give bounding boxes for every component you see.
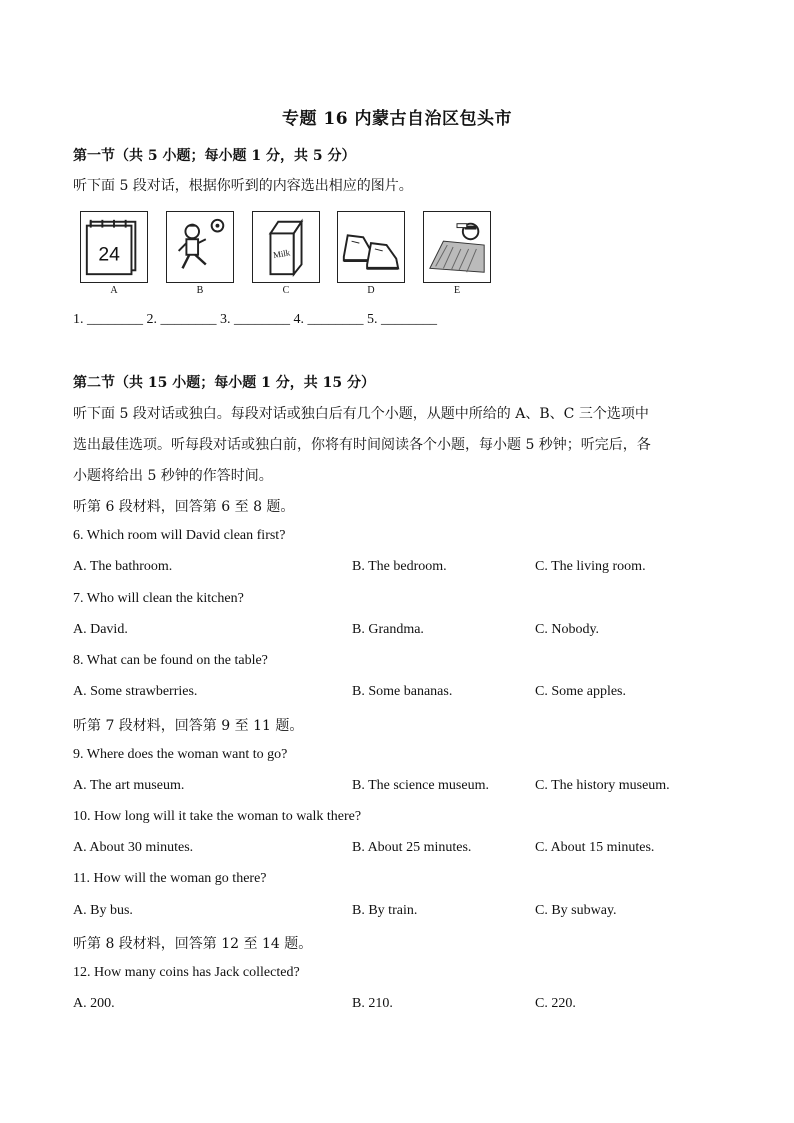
answer-blanks[interactable]: 1. ________ 2. ________ 3. ________ 4. ________ 5. ________	[73, 312, 437, 327]
option-b[interactable]: B. By train.	[352, 903, 418, 918]
milk-carton-icon	[252, 211, 320, 283]
picture-label-e: E	[453, 285, 461, 296]
boy-soccer-icon	[166, 211, 234, 283]
option-b[interactable]: B. Grandma.	[352, 622, 424, 637]
option-c[interactable]: C. Some apples.	[535, 684, 626, 699]
sneakers-icon	[337, 211, 405, 283]
material-heading: 听第 6 段材料，回答第 6 至 8 题。	[73, 499, 295, 515]
option-b[interactable]: B. About 25 minutes.	[352, 840, 472, 855]
option-a[interactable]: A. 200.	[73, 996, 115, 1011]
option-b[interactable]: B. 210.	[352, 996, 393, 1011]
material-heading: 听第 8 段材料，回答第 12 至 14 题。	[73, 936, 313, 952]
svg-text:Milk: Milk	[272, 247, 291, 261]
question-text: 10. How long will it take the woman to walk there?	[73, 809, 362, 824]
picture-label-c: C	[282, 285, 290, 296]
option-a[interactable]: A. About 30 minutes.	[73, 840, 194, 855]
option-b[interactable]: B. The science museum.	[352, 778, 489, 793]
section1-instruction: 听下面 5 段对话，根据你听到的内容选出相应的图片。	[73, 178, 413, 194]
option-a[interactable]: A. The bathroom.	[73, 559, 173, 574]
option-a[interactable]: A. David.	[73, 622, 128, 637]
option-c[interactable]: C. 220.	[535, 996, 576, 1011]
option-c[interactable]: C. About 15 minutes.	[535, 840, 655, 855]
picture-label-d: D	[367, 285, 375, 296]
page-title: 专题 16 内蒙古自治区包头市	[282, 109, 512, 129]
section2-instruction-line: 小题将给出 5 秒钟的作答时间。	[73, 468, 273, 484]
option-a[interactable]: A. By bus.	[73, 903, 133, 918]
option-b[interactable]: B. The bedroom.	[352, 559, 447, 574]
option-c[interactable]: C. The history museum.	[535, 778, 670, 793]
picture-row	[80, 211, 500, 301]
question-text: 12. How many coins has Jack collected?	[73, 965, 300, 980]
option-b[interactable]: B. Some bananas.	[352, 684, 453, 699]
picture-label-b: B	[196, 285, 204, 296]
question-text: 8. What can be found on the table?	[73, 653, 268, 668]
question-text: 9. Where does the woman want to go?	[73, 747, 288, 762]
option-c[interactable]: C. By subway.	[535, 903, 617, 918]
svg-text:24: 24	[98, 243, 120, 266]
section1-heading: 第一节（共 5 小题；每小题 1 分，共 5 分）	[73, 148, 356, 164]
option-a[interactable]: A. The art museum.	[73, 778, 185, 793]
option-c[interactable]: C. The living room.	[535, 559, 646, 574]
option-a[interactable]: A. Some strawberries.	[73, 684, 198, 699]
option-c[interactable]: C. Nobody.	[535, 622, 600, 637]
question-text: 7. Who will clean the kitchen?	[73, 591, 244, 606]
picture-label-a: A	[110, 285, 118, 296]
question-text: 6. Which room will David clean first?	[73, 528, 286, 543]
section2-heading: 第二节（共 15 小题；每小题 1 分，共 15 分）	[73, 375, 375, 391]
material-heading: 听第 7 段材料，回答第 9 至 11 题。	[73, 718, 304, 734]
calendar-icon	[80, 211, 148, 283]
question-text: 11. How will the woman go there?	[73, 871, 267, 886]
sick-in-bed-icon	[423, 211, 491, 283]
section2-instruction-line: 听下面 5 段对话或独白。每段对话或独白后有几个小题，从题中所给的 A、B、C 三个选项中	[73, 406, 649, 422]
section2-instruction-line: 选出最佳选项。听每段对话或独白前，你将有时间阅读各个小题，每小题 5 秒钟；听完后，各	[73, 437, 651, 453]
